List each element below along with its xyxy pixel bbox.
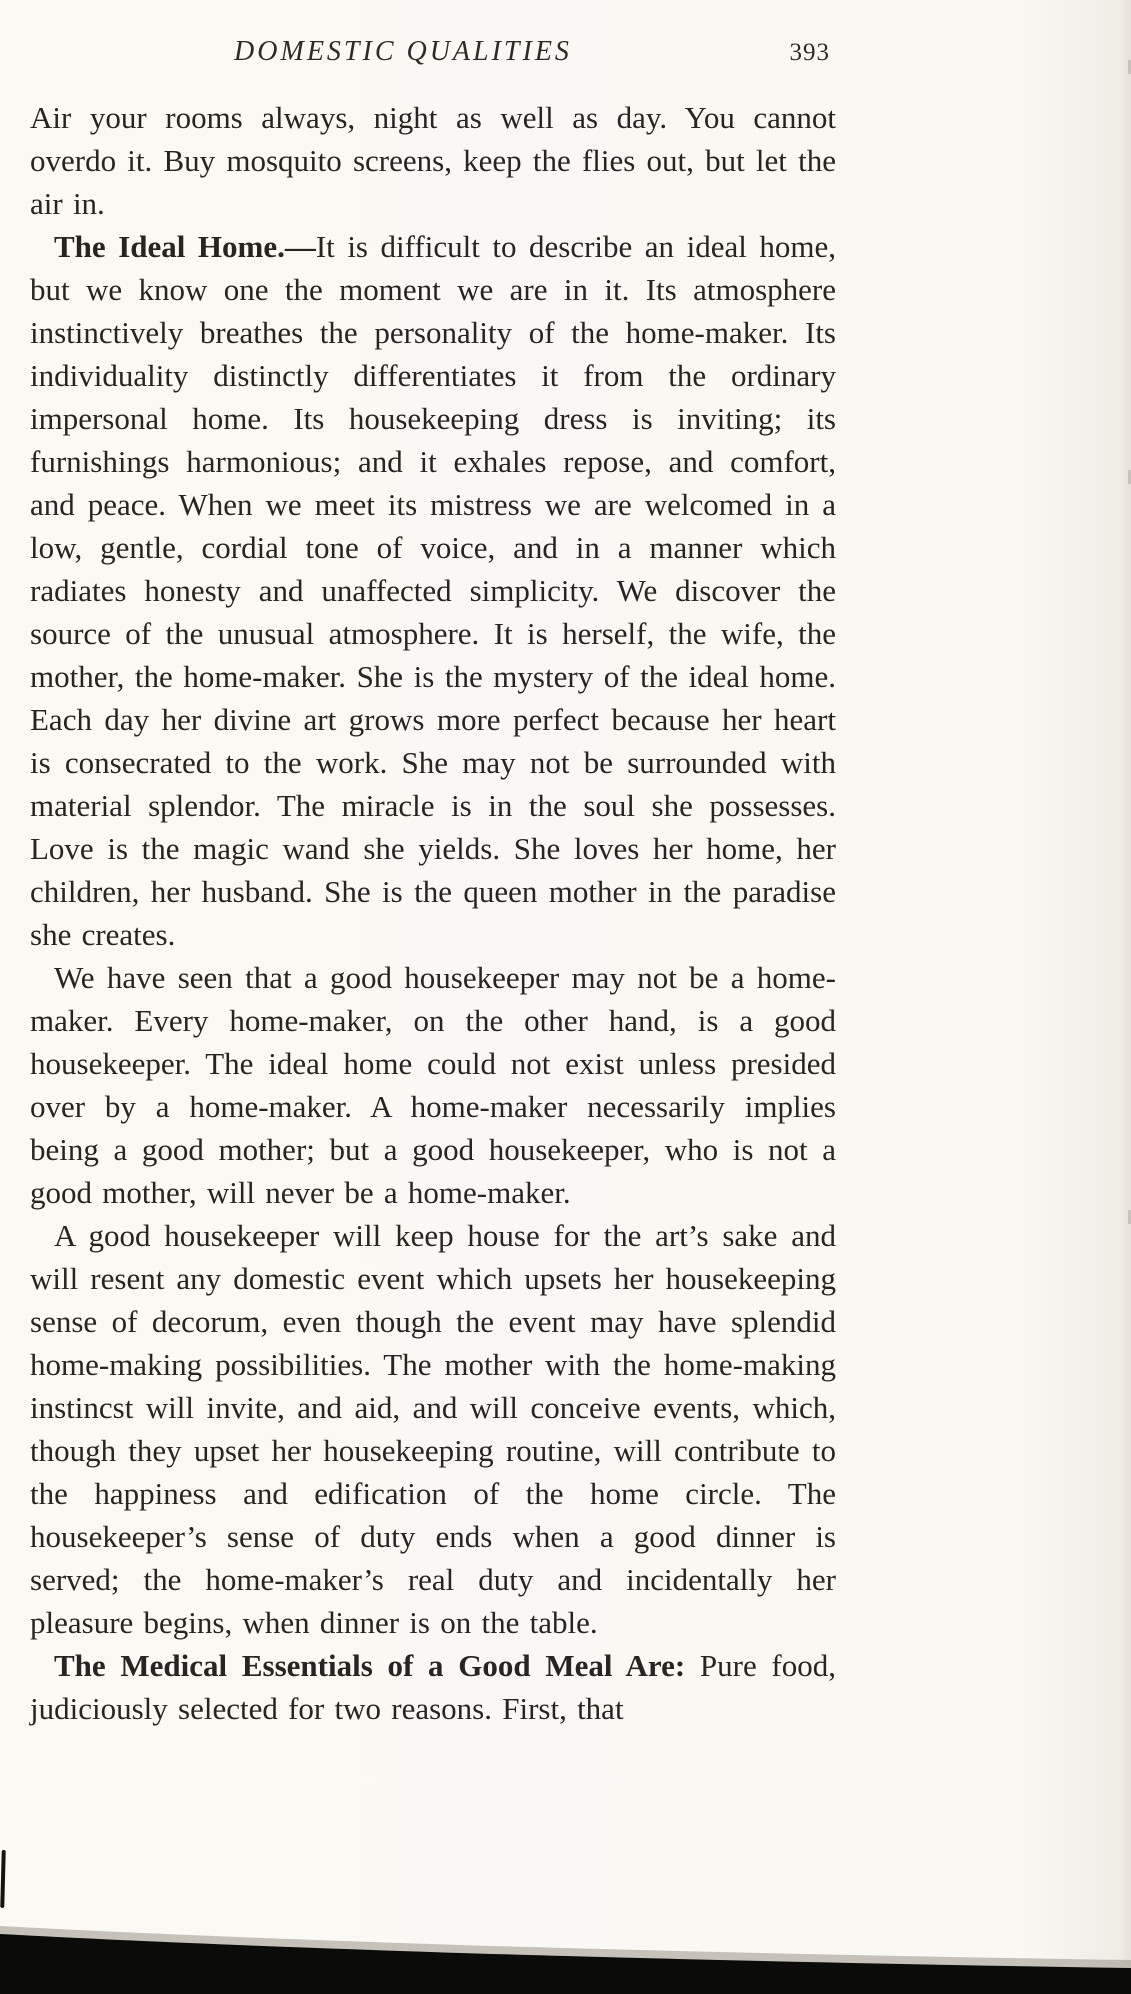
paragraph-text: Air your rooms always, night as well as day. You cannot overdo it. Buy mosquito screens, keep the flies out, but let the air in. bbox=[30, 100, 836, 221]
paragraph-text: A good housekeeper will keep house for the art’s sake and will resent any domestic event which upsets her housekeeping sense of decorum, even though the event may have splendid home-making possibilities. The mother with the home-making instincst will invite, and aid, and will conceive events, which, though they upset her housekeeping routine, will contribute to the happiness and edification of the home circle. The housekeeper’s sense of duty ends when a good dinner is served; the home-maker’s real duty and incidentally her pleasure begins, when dinner is on the table. bbox=[30, 1218, 836, 1640]
paragraph-text: We have seen that a good housekeeper may not be a home-maker. Every home-maker, on the other hand, is a good housekeeper. The ideal home could not exist unless presided over by a home-maker. A home-maker necessarily implies being a good mother; but a good housekeeper, who is not a good mother, will never be a home-maker. bbox=[30, 960, 836, 1210]
paragraph-lead: The Medical Essentials of a Good Meal Are: bbox=[54, 1648, 686, 1683]
paragraph bbox=[30, 96, 836, 225]
running-head-title: DOMESTIC QUALITIES bbox=[234, 36, 572, 67]
paragraph bbox=[30, 956, 836, 1214]
scan-artifact-page-curl bbox=[0, 1914, 1131, 1994]
paragraph-lead: The Ideal Home.— bbox=[54, 229, 316, 264]
paragraph-text: It is difficult to describe an ideal home, but we know one the moment we are in it. Its atmosphere instinctively breathes the personality of the home-maker. Its individuality distinctly differentiates it from the ordinary impersonal home. Its housekeeping dress is inviting; its furnishings harmonious; and it exhales repose, and comfort, and peace. When we meet its mistress we are welcomed in a low, gentle, cordial tone of voice, and in a manner which radiates honesty and unaffected simplicity. We discover the source of the unusual atmosphere. It is herself, the wife, the mother, the home-maker. She is the mystery of the ideal home. Each day her divine art grows more perfect because her heart is consecrated to the work. She may not be surrounded with material splendor. The miracle is in the soul she possesses. Love is the magic wand she yields. She loves her home, her children, her husband. She is the queen mother in the paradise she creates. bbox=[30, 229, 836, 952]
paragraph bbox=[30, 1214, 836, 1644]
page-body bbox=[30, 96, 836, 1730]
page-header bbox=[30, 36, 836, 80]
paragraph-text: Pure food, judiciously selected for two reasons. First, that bbox=[30, 1648, 836, 1726]
scan-artifact-left-mark bbox=[0, 1850, 6, 1908]
page-number: 393 bbox=[789, 39, 830, 66]
paragraph bbox=[30, 225, 836, 956]
paragraph bbox=[30, 1644, 836, 1730]
